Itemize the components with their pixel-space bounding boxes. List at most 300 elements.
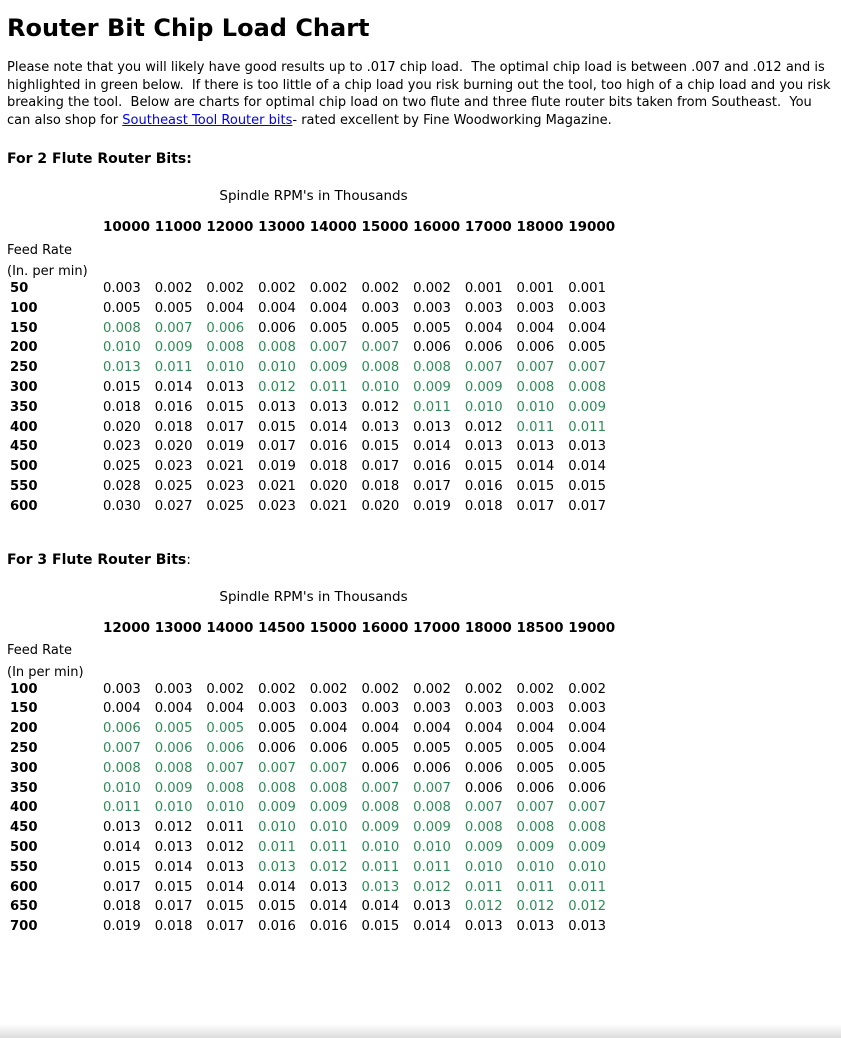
chip-load-value: 0.015 — [103, 859, 141, 875]
chip-load-value: 0.006 — [206, 740, 245, 756]
chip-load-value: 0.007 — [464, 360, 503, 376]
bottom-fade — [0, 1024, 841, 1038]
feed-rate-row-label: 50 — [10, 281, 29, 296]
chip-load-value: 0.010 — [516, 859, 555, 875]
feed-rate-units-row — [7, 665, 620, 680]
chip-load-value: 0.008 — [413, 800, 451, 816]
chip-load-value: 0.013 — [413, 899, 451, 915]
feed-rate-row — [7, 858, 620, 878]
chip-load-value: 0.013 — [258, 399, 296, 415]
feed-rate-row — [7, 358, 620, 378]
chip-load-value: 0.013 — [413, 419, 451, 435]
chip-load-value: 0.020 — [154, 439, 193, 455]
chip-load-value: 0.010 — [258, 360, 296, 376]
chip-load-value: 0.013 — [206, 379, 245, 395]
feed-rate-row-label: 200 — [10, 340, 38, 356]
chip-load-value: 0.011 — [464, 879, 503, 895]
chip-load-value: 0.003 — [464, 300, 503, 316]
chip-load-value: 0.012 — [361, 399, 400, 415]
feed-rate-row — [7, 378, 620, 398]
chip-load-value: 0.006 — [516, 340, 555, 356]
chip-load-value: 0.020 — [103, 419, 141, 435]
chip-load-value: 0.003 — [103, 681, 141, 697]
feed-rate-row — [7, 897, 620, 917]
feed-rate-row — [7, 437, 620, 457]
feed-rate-units-row — [7, 264, 620, 279]
chip-load-value: 0.011 — [309, 839, 348, 855]
southeast-link[interactable]: Southeast Tool Router bits — [122, 112, 293, 128]
chip-load-value: 0.013 — [258, 859, 296, 875]
chip-load-value: 0.020 — [309, 478, 348, 494]
chip-load-value: 0.003 — [516, 300, 555, 316]
chip-load-value: 0.005 — [413, 740, 451, 756]
chip-load-value: 0.015 — [258, 419, 296, 435]
chip-load-value: 0.011 — [361, 859, 400, 875]
chip-load-value: 0.021 — [258, 478, 296, 494]
feed-rate-row-label: 300 — [10, 760, 38, 776]
chip-load-value: 0.002 — [309, 281, 348, 296]
chip-load-value: 0.008 — [568, 820, 606, 836]
rpm-column-header: 16000 — [361, 619, 409, 636]
chip-load-value: 0.007 — [103, 740, 141, 756]
chip-load-value: 0.010 — [103, 780, 141, 796]
chip-load-value: 0.016 — [258, 919, 296, 935]
intro-text-after-link: - rated excellent by Fine Woodworking Magazine. — [292, 112, 612, 128]
chip-load-value: 0.004 — [309, 300, 348, 316]
chip-load-value: 0.010 — [103, 340, 141, 356]
chip-load-value: 0.025 — [206, 498, 245, 514]
chip-load-value: 0.004 — [516, 721, 555, 737]
feed-rate-row-label: 450 — [10, 820, 38, 836]
feed-rate-row-label: 150 — [10, 320, 38, 336]
chip-load-value: 0.016 — [464, 478, 503, 494]
chip-load-value: 0.014 — [258, 879, 296, 895]
chip-load-value: 0.003 — [361, 701, 400, 717]
chip-load-value: 0.008 — [258, 340, 296, 356]
chip-load-value: 0.001 — [516, 281, 555, 296]
chip-load-value: 0.016 — [154, 399, 193, 415]
chip-load-value: 0.005 — [361, 320, 400, 336]
rpm-column-header: 13000 — [258, 219, 306, 235]
chip-load-value: 0.019 — [206, 439, 245, 455]
feed-rate-row — [7, 398, 620, 418]
feed-rate-row — [7, 878, 620, 898]
chip-load-value: 0.003 — [154, 681, 193, 697]
chip-load-value: 0.011 — [516, 419, 555, 435]
rpm-column-header: 12000 — [206, 219, 254, 235]
rpm-column-header: 15000 — [309, 619, 357, 636]
rpm-column-header: 14500 — [258, 619, 306, 636]
chip-load-value: 0.011 — [413, 859, 451, 875]
chip-load-value: 0.004 — [568, 721, 606, 737]
chip-load-value: 0.008 — [464, 820, 503, 836]
chip-load-value: 0.007 — [309, 340, 348, 356]
chip-load-value: 0.003 — [568, 701, 606, 717]
feed-rate-row — [7, 279, 620, 299]
feed-rate-label-row — [7, 637, 620, 665]
rpm-column-header: 17000 — [413, 619, 461, 636]
chip-load-value: 0.012 — [206, 839, 245, 855]
chip-load-value: 0.011 — [568, 419, 606, 435]
chip-load-value: 0.003 — [258, 701, 296, 717]
chip-load-value: 0.004 — [464, 721, 503, 737]
section-heading — [7, 552, 836, 568]
rpm-header-spacer — [7, 218, 103, 236]
chip-load-value: 0.002 — [361, 281, 400, 296]
chip-load-value: 0.015 — [103, 379, 141, 395]
feed-rate-row — [7, 477, 620, 497]
chip-load-value: 0.003 — [103, 281, 141, 296]
feed-rate-row-label: 700 — [10, 919, 38, 935]
feed-rate-row — [7, 798, 620, 818]
chip-load-value: 0.002 — [361, 681, 400, 697]
chip-load-value: 0.008 — [309, 780, 348, 796]
chip-load-value: 0.013 — [516, 439, 555, 455]
chip-load-value: 0.005 — [516, 760, 555, 776]
chip-load-value: 0.014 — [309, 419, 348, 435]
chip-load-value: 0.010 — [361, 379, 400, 395]
chip-load-value: 0.003 — [413, 300, 451, 316]
rpm-header-row — [7, 218, 620, 236]
chip-load-value: 0.019 — [258, 459, 296, 475]
chip-load-value: 0.005 — [258, 721, 296, 737]
chip-load-value: 0.006 — [361, 760, 400, 776]
feed-rate-row — [7, 338, 620, 358]
chip-load-value: 0.004 — [568, 740, 606, 756]
feed-rate-row-label: 450 — [10, 439, 38, 455]
feed-rate-row — [7, 917, 620, 937]
chip-load-value: 0.005 — [464, 740, 503, 756]
chip-load-value: 0.010 — [258, 820, 296, 836]
chip-load-value: 0.014 — [568, 459, 606, 475]
chip-load-value: 0.020 — [361, 498, 400, 514]
feed-rate-label: Feed Rate — [7, 643, 72, 659]
chip-load-value: 0.002 — [464, 681, 503, 697]
chip-load-value: 0.016 — [309, 919, 348, 935]
feed-rate-row — [7, 739, 620, 759]
chip-load-value: 0.028 — [103, 478, 141, 494]
chip-load-value: 0.008 — [154, 760, 193, 776]
chip-load-value: 0.013 — [206, 859, 245, 875]
chip-load-value: 0.002 — [413, 681, 451, 697]
chip-load-value: 0.017 — [568, 498, 606, 514]
feed-rate-row — [7, 319, 620, 339]
chip-load-value: 0.009 — [258, 800, 296, 816]
feed-rate-row — [7, 719, 620, 739]
feed-rate-row-label: 350 — [10, 780, 38, 796]
chip-load-value: 0.005 — [568, 340, 606, 356]
chip-load-value: 0.015 — [206, 399, 245, 415]
chip-load-value: 0.013 — [309, 399, 348, 415]
chip-load-value: 0.014 — [206, 879, 245, 895]
chip-load-value: 0.018 — [103, 399, 141, 415]
chip-load-value: 0.007 — [516, 360, 555, 376]
chip-load-value: 0.011 — [103, 800, 141, 816]
chip-load-value: 0.003 — [568, 300, 606, 316]
chip-load-value: 0.015 — [464, 459, 503, 475]
chip-load-value: 0.005 — [568, 760, 606, 776]
chip-load-value: 0.025 — [103, 459, 141, 475]
chip-load-value: 0.002 — [568, 681, 606, 697]
rpm-column-header: 11000 — [154, 219, 202, 235]
chip-load-value: 0.011 — [258, 839, 296, 855]
feed-rate-row-label: 350 — [10, 399, 38, 415]
chip-load-value: 0.009 — [154, 780, 193, 796]
chip-load-value: 0.014 — [361, 899, 400, 915]
chip-load-value: 0.012 — [413, 879, 451, 895]
chip-load-value: 0.010 — [568, 859, 606, 875]
chip-load-value: 0.030 — [103, 498, 141, 514]
chip-load-value: 0.014 — [103, 839, 141, 855]
chip-load-value: 0.013 — [103, 820, 141, 836]
chip-load-value: 0.014 — [154, 859, 193, 875]
chip-load-value: 0.013 — [361, 419, 400, 435]
chip-load-table — [7, 619, 620, 937]
chip-load-value: 0.004 — [361, 721, 400, 737]
rpm-column-header: 19000 — [568, 219, 616, 235]
rpm-column-header: 14000 — [206, 619, 254, 636]
feed-rate-row-label: 250 — [10, 740, 38, 756]
section-heading-bold: For 2 Flute Router Bits: — [7, 151, 192, 167]
chip-load-value: 0.021 — [309, 498, 348, 514]
rpm-column-header: 19000 — [568, 619, 616, 636]
feed-rate-row-label: 400 — [10, 419, 38, 435]
chip-load-value: 0.009 — [154, 340, 193, 356]
chip-load-value: 0.009 — [568, 839, 606, 855]
intro-text-before-link: Please note that you will likely have good results up to .017 chip load. The optimal chip load is between .007 and .012 and is highlighted in green below. If there is too little of a chip load you risk burning out the tool, too high of a chip load and you risk breaking the tool. Below are charts for optimal chip load on two flute and three flute router bits taken from Southeast. You can also shop for — [7, 60, 835, 128]
chip-load-value: 0.008 — [103, 320, 141, 336]
rpm-header-row — [7, 619, 620, 637]
chip-load-value: 0.006 — [464, 760, 503, 776]
chip-load-value: 0.009 — [568, 399, 606, 415]
chip-load-value: 0.008 — [258, 780, 296, 796]
chip-load-value: 0.002 — [309, 681, 348, 697]
chip-load-value: 0.010 — [309, 820, 348, 836]
chip-load-value: 0.005 — [103, 300, 141, 316]
feed-rate-row-label: 600 — [10, 498, 38, 514]
chip-load-value: 0.007 — [464, 800, 503, 816]
chip-load-value: 0.018 — [103, 899, 141, 915]
chip-load-value: 0.023 — [154, 459, 193, 475]
chip-load-value: 0.009 — [464, 839, 503, 855]
chip-load-value: 0.001 — [464, 281, 503, 296]
feed-rate-row — [7, 699, 620, 719]
chip-load-value: 0.006 — [103, 721, 141, 737]
chip-load-value: 0.004 — [464, 320, 503, 336]
chip-load-value: 0.017 — [413, 478, 451, 494]
feed-rate-units: (In per min) — [7, 664, 84, 680]
chip-load-value: 0.002 — [258, 681, 296, 697]
chip-load-value: 0.012 — [464, 419, 503, 435]
chip-load-value: 0.006 — [413, 760, 451, 776]
chip-load-value: 0.015 — [361, 439, 400, 455]
chip-load-value: 0.019 — [103, 919, 141, 935]
chip-load-value: 0.004 — [568, 320, 606, 336]
chip-load-value: 0.015 — [361, 919, 400, 935]
rpm-column-header: 10000 — [103, 219, 150, 235]
chip-load-value: 0.016 — [413, 459, 451, 475]
chip-load-value: 0.004 — [206, 300, 245, 316]
chip-load-value: 0.006 — [309, 740, 348, 756]
chip-load-value: 0.011 — [413, 399, 451, 415]
chip-load-value: 0.007 — [206, 760, 245, 776]
chip-load-value: 0.013 — [103, 360, 141, 376]
chip-load-value: 0.004 — [413, 721, 451, 737]
chip-load-value: 0.005 — [516, 740, 555, 756]
feed-rate-row-label: 400 — [10, 800, 38, 816]
chip-load-value: 0.004 — [154, 701, 193, 717]
feed-rate-row — [7, 680, 620, 700]
chip-load-value: 0.013 — [309, 879, 348, 895]
chip-load-value: 0.012 — [464, 899, 503, 915]
chip-load-value: 0.007 — [258, 760, 296, 776]
chip-load-value: 0.013 — [464, 919, 503, 935]
chip-load-value: 0.007 — [413, 780, 451, 796]
chip-load-value: 0.013 — [568, 919, 606, 935]
chip-load-value: 0.011 — [309, 379, 348, 395]
feed-rate-row-label: 650 — [10, 899, 38, 915]
chip-load-value: 0.017 — [154, 899, 193, 915]
chip-load-value: 0.002 — [258, 281, 296, 296]
feed-rate-row-label: 100 — [10, 300, 38, 316]
rpm-column-header: 15000 — [361, 219, 409, 235]
chip-load-value: 0.007 — [154, 320, 193, 336]
chip-load-value: 0.010 — [413, 839, 451, 855]
chip-load-value: 0.011 — [516, 879, 555, 895]
chip-load-value: 0.002 — [154, 281, 193, 296]
feed-rate-units: (In. per min) — [7, 264, 88, 279]
chip-load-value: 0.001 — [568, 281, 606, 296]
rpm-column-header: 17000 — [464, 219, 512, 235]
chip-load-table — [7, 218, 620, 517]
chip-load-value: 0.023 — [258, 498, 296, 514]
chip-load-value: 0.009 — [309, 360, 348, 376]
chip-load-value: 0.010 — [464, 399, 503, 415]
feed-rate-row-label: 100 — [10, 681, 38, 697]
chip-load-value: 0.017 — [206, 419, 245, 435]
chip-load-value: 0.023 — [206, 478, 245, 494]
chip-load-value: 0.003 — [516, 701, 555, 717]
chip-load-value: 0.005 — [206, 721, 245, 737]
chip-load-value: 0.008 — [361, 360, 400, 376]
intro-paragraph — [7, 59, 836, 129]
page-content — [0, 14, 841, 937]
feed-rate-row — [7, 497, 620, 517]
feed-rate-row-label: 550 — [10, 859, 38, 875]
chip-load-value: 0.013 — [568, 439, 606, 455]
chip-load-value: 0.012 — [154, 820, 193, 836]
chip-load-value: 0.010 — [206, 360, 245, 376]
chip-load-value: 0.012 — [258, 379, 296, 395]
feed-rate-row — [7, 779, 620, 799]
chip-load-value: 0.002 — [516, 681, 555, 697]
chip-load-value: 0.005 — [413, 320, 451, 336]
chip-load-value: 0.018 — [464, 498, 503, 514]
chip-load-value: 0.003 — [464, 701, 503, 717]
chip-load-value: 0.013 — [154, 839, 193, 855]
chip-load-value: 0.006 — [516, 780, 555, 796]
chip-load-value: 0.012 — [309, 859, 348, 875]
chip-load-value: 0.011 — [154, 360, 193, 376]
chip-load-value: 0.017 — [206, 919, 245, 935]
chip-load-value: 0.009 — [516, 839, 555, 855]
feed-rate-row — [7, 759, 620, 779]
chip-load-value: 0.006 — [206, 320, 245, 336]
chip-load-value: 0.005 — [154, 721, 193, 737]
chip-load-value: 0.015 — [568, 478, 606, 494]
chip-load-value: 0.005 — [154, 300, 193, 316]
feed-rate-row — [7, 457, 620, 477]
chip-load-value: 0.006 — [258, 320, 296, 336]
rpm-header-spacer — [7, 619, 103, 637]
chip-load-value: 0.018 — [154, 419, 193, 435]
feed-rate-label-row — [7, 236, 620, 264]
chip-load-value: 0.012 — [568, 899, 606, 915]
chip-load-value: 0.004 — [309, 721, 348, 737]
feed-rate-label: Feed Rate — [7, 242, 72, 258]
feed-rate-row-label: 300 — [10, 379, 38, 395]
chip-load-value: 0.013 — [464, 439, 503, 455]
chip-load-value: 0.008 — [413, 360, 451, 376]
chip-load-value: 0.004 — [103, 701, 141, 717]
chip-load-value: 0.021 — [206, 459, 245, 475]
chip-load-value: 0.008 — [516, 379, 555, 395]
chip-load-value: 0.002 — [206, 681, 245, 697]
feed-rate-row-label: 200 — [10, 721, 38, 737]
chip-load-value: 0.014 — [413, 439, 451, 455]
feed-rate-row-label: 550 — [10, 478, 38, 494]
chip-load-value: 0.015 — [258, 899, 296, 915]
rpm-column-header: 13000 — [154, 619, 202, 636]
table-section-3-flute — [7, 552, 836, 937]
chip-load-value: 0.004 — [516, 320, 555, 336]
feed-rate-row-label: 150 — [10, 701, 38, 717]
chip-load-value: 0.011 — [206, 820, 245, 836]
feed-rate-row — [7, 418, 620, 438]
chip-load-value: 0.014 — [516, 459, 555, 475]
chip-load-value: 0.017 — [361, 459, 400, 475]
rpm-subtitle: Spindle RPM's in Thousands — [219, 188, 408, 204]
chip-load-value: 0.004 — [258, 300, 296, 316]
chip-load-value: 0.013 — [516, 919, 555, 935]
feed-rate-row-label: 500 — [10, 459, 38, 475]
chip-load-value: 0.014 — [309, 899, 348, 915]
chip-load-value: 0.006 — [258, 740, 296, 756]
chip-load-value: 0.004 — [206, 701, 245, 717]
chip-load-value: 0.015 — [206, 899, 245, 915]
chip-load-value: 0.018 — [154, 919, 193, 935]
chip-load-value: 0.010 — [361, 839, 400, 855]
rpm-column-header: 14000 — [309, 219, 357, 235]
chip-load-value: 0.019 — [413, 498, 451, 514]
table-section-2-flute — [7, 151, 836, 517]
chip-load-value: 0.002 — [206, 281, 245, 296]
chip-load-value: 0.008 — [516, 820, 555, 836]
chip-load-value: 0.016 — [309, 439, 348, 455]
chip-load-value: 0.007 — [568, 360, 606, 376]
chip-load-value: 0.018 — [361, 478, 400, 494]
chip-load-value: 0.011 — [568, 879, 606, 895]
chip-load-value: 0.006 — [413, 340, 451, 356]
chip-load-value: 0.007 — [516, 800, 555, 816]
chip-load-value: 0.009 — [413, 820, 451, 836]
chip-load-value: 0.003 — [361, 300, 400, 316]
chip-load-value: 0.014 — [413, 919, 451, 935]
chip-load-value: 0.002 — [413, 281, 451, 296]
chip-load-value: 0.006 — [464, 780, 503, 796]
chip-load-value: 0.009 — [309, 800, 348, 816]
chip-load-value: 0.007 — [568, 800, 606, 816]
